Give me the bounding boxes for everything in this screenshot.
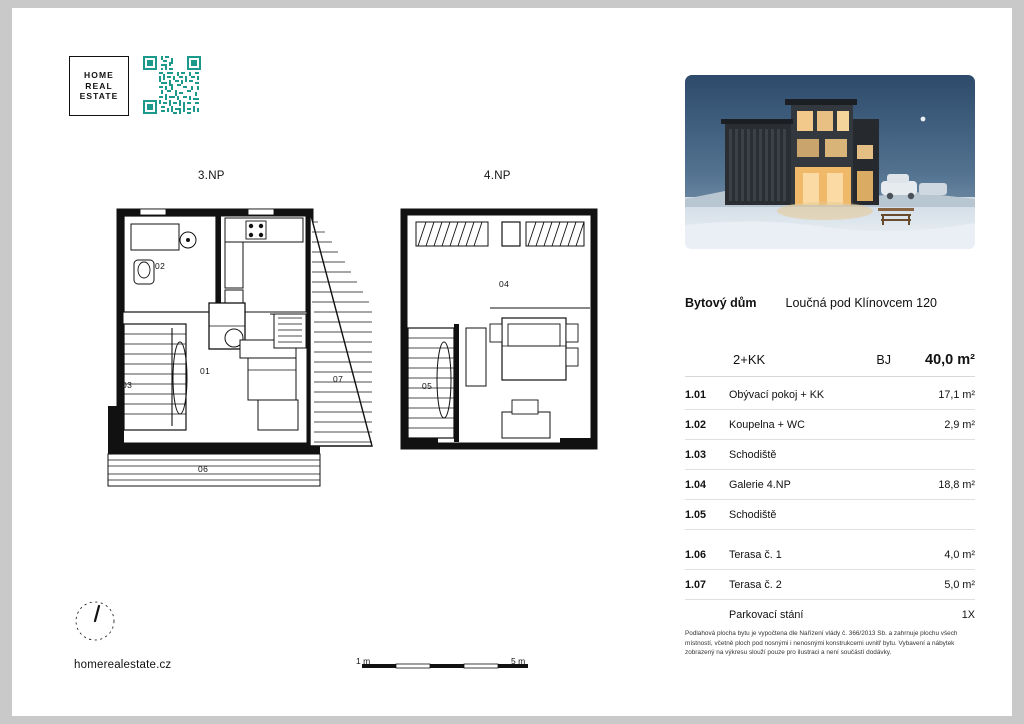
property-type: Bytový dům [685,296,757,310]
room-code: 1.02 [685,410,729,440]
room-area: 5,0 m² [909,570,975,600]
room-area: 4,0 m² [909,540,975,570]
website-url[interactable]: homerealestate.cz [74,659,172,671]
table-row [685,380,975,410]
unit-total-area: 40,0 m² [925,352,975,368]
room-area [909,500,975,530]
room-code: 1.01 [685,380,729,410]
table-row [685,540,975,570]
north-arrow-icon [74,600,116,642]
room-tag-06: 06 [198,464,209,474]
room-code: 1.05 [685,500,729,530]
plan-label-4np: 4.NP [484,170,511,182]
logo-line-3: ESTATE [79,91,119,102]
unit-layout: 2+KK [733,352,766,367]
table-spacer [685,530,975,541]
room-tag-03: 03 [122,380,133,390]
unit-prefix: BJ [876,353,891,367]
room-area: 17,1 m² [909,380,975,410]
floorplan-4np [404,212,594,448]
room-name: Schodiště [729,440,909,470]
room-code: 1.07 [685,570,729,600]
table-row [685,440,975,470]
room-name: Terasa č. 1 [729,540,909,570]
plan-label-3np: 3.NP [198,170,225,182]
table-row [685,470,975,500]
room-name: Schodiště [729,500,909,530]
logo-line-1: HOME [84,70,114,81]
property-address-row [685,296,975,310]
room-area: 18,8 m² [909,470,975,500]
table-row [685,500,975,530]
room-schedule-table [685,380,975,629]
room-code [685,600,729,630]
room-name: Galerie 4.NP [729,470,909,500]
room-name: Obývací pokoj + KK [729,380,909,410]
room-code: 1.06 [685,540,729,570]
room-area [909,440,975,470]
document-sheet [12,8,1012,716]
room-name: Koupelna + WC [729,410,909,440]
legal-disclaimer: Podlahová plocha bytu je vypočtena dle Nařízení vlády č. 366/2013 Sb. a zahrnuje plochu všech místností, včetně ploch pod nosnými i nenosnými konstrukcemi uvnitř bytu. Vybavení a nábytek zobrazený na výkresu slouží pouze pro ilustraci a není součástí dodávky. [685,630,958,657]
room-tag-05: 05 [422,381,433,391]
scale-max-label: 5 m [511,656,526,666]
room-code: 1.03 [685,440,729,470]
room-area: 2,9 m² [909,410,975,440]
room-name: Terasa č. 2 [729,570,909,600]
room-tag-02: 02 [155,261,166,271]
scale-min-label: 1 m [356,656,371,666]
building-photo [685,75,975,249]
scale-bar [354,654,534,676]
table-row [685,410,975,440]
room-tag-01: 01 [200,366,211,376]
logo-line-2: REAL [85,80,113,91]
room-code: 1.04 [685,470,729,500]
property-address: Loučná pod Klínovcem 120 [785,296,938,310]
room-area: 1X [961,608,975,621]
table-row [685,600,975,630]
floorplan-3np [108,209,372,486]
table-row [685,570,975,600]
room-name: Parkovací stání [729,608,804,621]
room-tag-07: 07 [333,374,344,384]
unit-summary [685,346,975,377]
room-tag-04: 04 [499,279,510,289]
